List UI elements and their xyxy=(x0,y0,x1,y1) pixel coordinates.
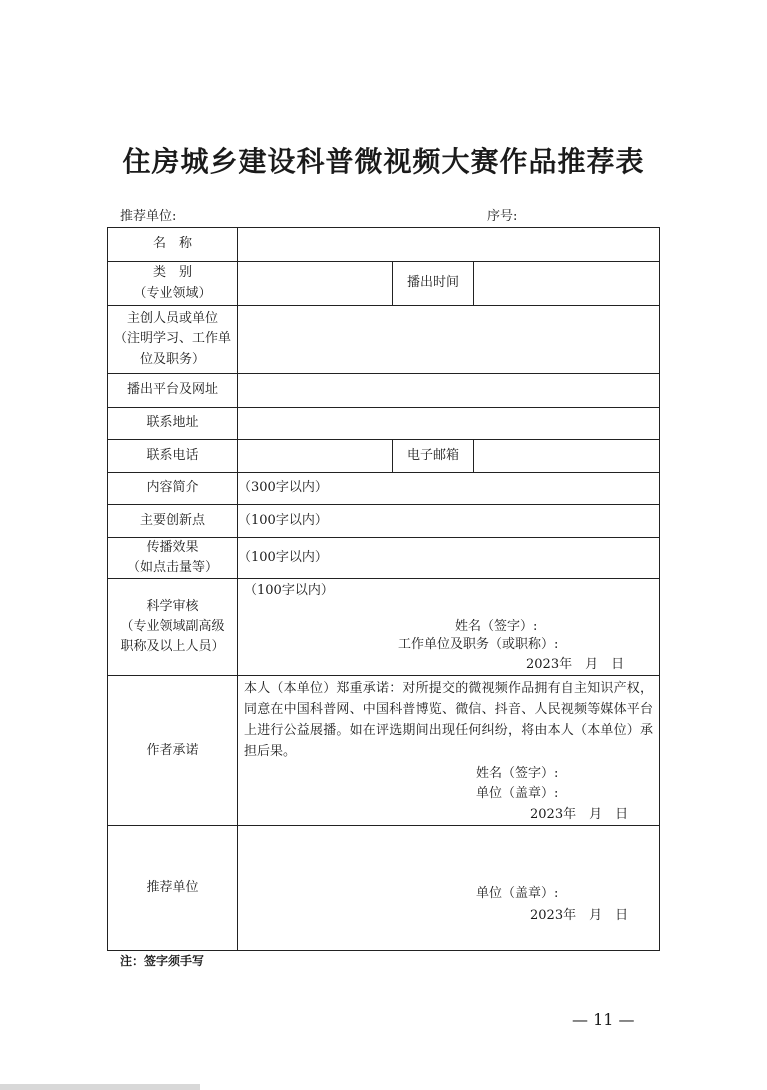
label-creator-line3: 位及职务） xyxy=(139,351,205,367)
commit-sign-unit: 单位（盖章）: xyxy=(476,786,559,802)
label-phone: 联系电话 xyxy=(108,440,238,473)
label-name: 名 称 xyxy=(108,228,238,262)
field-innovation[interactable] xyxy=(238,505,660,538)
effect-hint: （100字以内） xyxy=(238,550,328,566)
label-effect xyxy=(108,538,238,579)
field-creator[interactable] xyxy=(238,306,660,374)
field-address[interactable] xyxy=(238,408,660,440)
label-category-line2: （专业领域） xyxy=(133,285,212,301)
label-creator-line1: 主创人员或单位 xyxy=(126,311,218,327)
review-sign-name: 姓名（签字）: xyxy=(455,619,538,635)
label-effect-line1: 传播效果 xyxy=(146,540,199,555)
label-broadcast-time: 播出时间 xyxy=(393,262,474,306)
label-review-line3: 职称及以上人员） xyxy=(120,639,225,655)
serial-label: 序号: xyxy=(487,209,518,224)
label-effect-line2: （如点击量等） xyxy=(126,560,218,576)
label-email: 电子邮箱 xyxy=(393,440,474,473)
field-name[interactable] xyxy=(238,228,660,262)
commit-date: 2023年 月 日 xyxy=(530,807,629,823)
row-phone xyxy=(108,440,660,473)
summary-hint: （300字以内） xyxy=(238,480,328,496)
recommendation-form xyxy=(107,227,660,951)
row-platform xyxy=(108,374,660,408)
field-summary[interactable] xyxy=(238,473,660,505)
field-platform[interactable] xyxy=(238,374,660,408)
row-commitment xyxy=(108,676,660,826)
scan-edge xyxy=(0,1084,200,1090)
row-category xyxy=(108,262,660,306)
page-number: — 11 — xyxy=(572,1010,635,1029)
label-recommender: 推荐单位 xyxy=(108,826,238,951)
field-category[interactable] xyxy=(238,262,393,306)
label-review xyxy=(108,579,238,676)
commit-sign-name: 姓名（签字）: xyxy=(476,766,559,782)
label-innovation: 主要创新点 xyxy=(108,505,238,538)
label-summary: 内容简介 xyxy=(108,473,238,505)
label-category-line1: 类 别 xyxy=(152,265,192,281)
field-effect[interactable] xyxy=(238,538,660,579)
label-creator-line2: （注明学习、工作单 xyxy=(113,331,231,347)
innovation-hint: （100字以内） xyxy=(238,512,328,528)
review-hint: （100字以内） xyxy=(244,583,334,599)
footnote: 注：签字须手写 xyxy=(120,954,205,968)
field-review[interactable] xyxy=(238,579,660,676)
field-phone[interactable] xyxy=(238,440,393,473)
label-commitment: 作者承诺 xyxy=(108,676,238,826)
row-address xyxy=(108,408,660,440)
row-recommender xyxy=(108,826,660,951)
label-review-line2: （专业领域副高级 xyxy=(120,619,225,635)
label-review-line1: 科学审核 xyxy=(146,599,199,615)
row-innovation xyxy=(108,505,660,538)
review-date: 2023年 月 日 xyxy=(526,657,625,673)
field-commitment[interactable] xyxy=(238,676,660,826)
row-creator xyxy=(108,306,660,374)
field-email[interactable] xyxy=(474,440,660,473)
row-review xyxy=(108,579,660,676)
recommender-label: 推荐单位: xyxy=(120,209,177,224)
row-effect xyxy=(108,538,660,579)
rec-sign-unit: 单位（盖章）: xyxy=(476,886,559,902)
field-broadcast-time[interactable] xyxy=(474,262,660,306)
label-category xyxy=(108,262,238,306)
review-sign-unit: 工作单位及职务（或职称）: xyxy=(398,637,559,653)
row-name xyxy=(108,228,660,262)
commitment-text: 本人（本单位）郑重承诺：对所提交的微视频作品拥有自主知识产权，同意在中国科普网、中国科普博览、微信、抖音、人民视频等媒体平台上进行公益展播。如在评选期间出现任何纠纷，将由本人（本单位）承担后果。 xyxy=(244,681,654,759)
page-title: 住房城乡建设科普微视频大赛作品推荐表 xyxy=(122,145,645,178)
row-summary xyxy=(108,473,660,505)
field-recommender[interactable] xyxy=(238,826,660,951)
label-address: 联系地址 xyxy=(108,408,238,440)
rec-date: 2023年 月 日 xyxy=(530,908,629,924)
label-creator xyxy=(108,306,238,374)
label-platform: 播出平台及网址 xyxy=(108,374,238,408)
